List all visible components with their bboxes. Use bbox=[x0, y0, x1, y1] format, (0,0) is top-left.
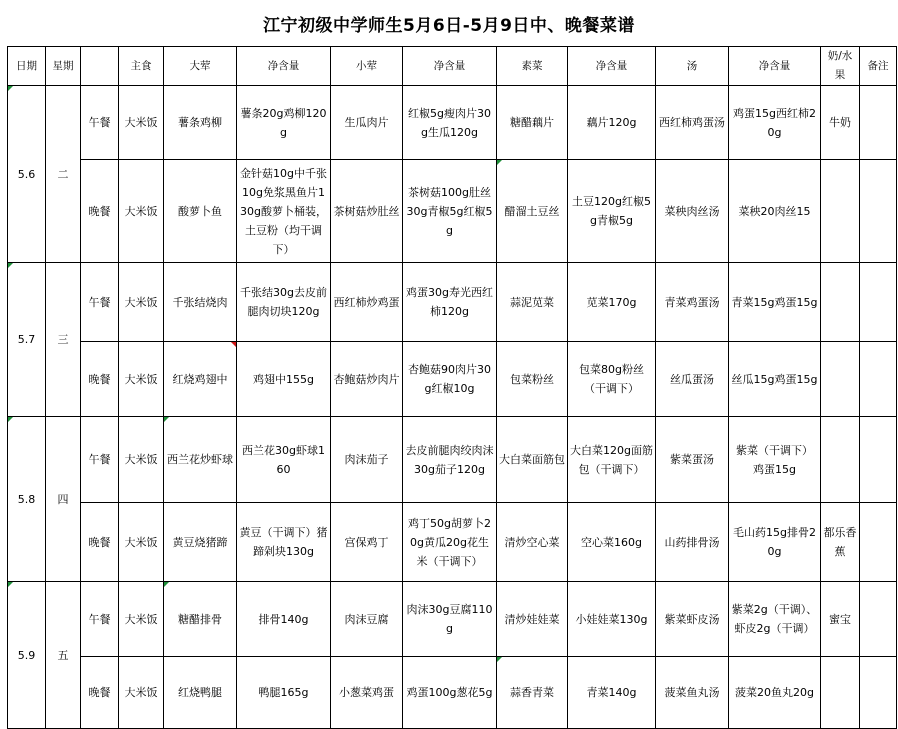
column-header: 大荤 bbox=[164, 47, 237, 86]
side-qty-cell: 鸡蛋30g寿光西红柿120g bbox=[403, 263, 497, 342]
note-cell bbox=[860, 86, 897, 160]
vegetable-cell: 清炒娃娃菜 bbox=[497, 582, 568, 657]
main-dish-cell: 黄豆烧猪蹄 bbox=[164, 503, 237, 582]
weekday-cell: 五 bbox=[46, 582, 81, 729]
meal-cell: 午餐 bbox=[81, 263, 119, 342]
weekday-cell: 二 bbox=[46, 86, 81, 263]
main-qty-cell: 西兰花30g虾球160 bbox=[237, 417, 331, 503]
staple-cell: 大米饭 bbox=[119, 503, 164, 582]
main-dish-cell: 千张结烧肉 bbox=[164, 263, 237, 342]
table-row bbox=[8, 582, 897, 657]
soup-qty-cell: 菠菜20鱼丸20g bbox=[729, 657, 821, 729]
side-qty-cell: 去皮前腿肉绞肉沫30g茄子120g bbox=[403, 417, 497, 503]
column-header: 日期 bbox=[8, 47, 46, 86]
side-dish-cell: 小葱菜鸡蛋 bbox=[331, 657, 403, 729]
soup-qty-cell: 丝瓜15g鸡蛋15g bbox=[729, 342, 821, 417]
meal-cell: 晚餐 bbox=[81, 503, 119, 582]
column-header: 小荤 bbox=[331, 47, 403, 86]
note-cell bbox=[860, 342, 897, 417]
column-header bbox=[81, 47, 119, 86]
meal-cell: 午餐 bbox=[81, 417, 119, 503]
milk-fruit-cell bbox=[821, 342, 860, 417]
table-row bbox=[8, 342, 897, 417]
side-dish-cell: 杏鲍菇炒肉片 bbox=[331, 342, 403, 417]
note-cell bbox=[860, 657, 897, 729]
table-row bbox=[8, 417, 897, 503]
column-header: 奶/水果 bbox=[821, 47, 860, 86]
column-header: 星期 bbox=[46, 47, 81, 86]
vegetable-cell: 清炒空心菜 bbox=[497, 503, 568, 582]
main-dish-cell: 糖醋排骨 bbox=[164, 582, 237, 657]
note-cell bbox=[860, 503, 897, 582]
main-qty-cell: 鸡翅中155g bbox=[237, 342, 331, 417]
side-dish-cell: 肉沫茄子 bbox=[331, 417, 403, 503]
table-row bbox=[8, 657, 897, 729]
milk-fruit-cell bbox=[821, 417, 860, 503]
vegetable-qty-cell: 青菜140g bbox=[568, 657, 656, 729]
main-qty-cell: 黄豆（干调下）猪蹄剁块130g bbox=[237, 503, 331, 582]
side-dish-cell: 宫保鸡丁 bbox=[331, 503, 403, 582]
soup-cell: 丝瓜蛋汤 bbox=[656, 342, 729, 417]
main-qty-cell: 千张结30g去皮前腿肉切块120g bbox=[237, 263, 331, 342]
soup-qty-cell: 毛山药15g排骨20g bbox=[729, 503, 821, 582]
table-row bbox=[8, 263, 897, 342]
column-header: 净含量 bbox=[237, 47, 331, 86]
side-dish-cell: 西红柿炒鸡蛋 bbox=[331, 263, 403, 342]
column-header: 备注 bbox=[860, 47, 897, 86]
vegetable-cell: 包菜粉丝 bbox=[497, 342, 568, 417]
meal-cell: 午餐 bbox=[81, 86, 119, 160]
note-cell bbox=[860, 582, 897, 657]
soup-qty-cell: 紫菜（干调下）鸡蛋15g bbox=[729, 417, 821, 503]
staple-cell: 大米饭 bbox=[119, 582, 164, 657]
side-qty-cell: 鸡丁50g胡萝卜20g黄瓜20g花生米（干调下） bbox=[403, 503, 497, 582]
table-row bbox=[8, 160, 897, 263]
main-dish-cell: 薯条鸡柳 bbox=[164, 86, 237, 160]
table-row bbox=[8, 503, 897, 582]
soup-cell: 紫菜虾皮汤 bbox=[656, 582, 729, 657]
column-header: 净含量 bbox=[403, 47, 497, 86]
side-qty-cell: 杏鲍菇90肉片30g红椒10g bbox=[403, 342, 497, 417]
main-qty-cell: 排骨140g bbox=[237, 582, 331, 657]
header-row bbox=[8, 47, 897, 86]
meal-cell: 晚餐 bbox=[81, 160, 119, 263]
vegetable-qty-cell: 藕片120g bbox=[568, 86, 656, 160]
column-header: 素菜 bbox=[497, 47, 568, 86]
side-qty-cell: 鸡蛋100g葱花5g bbox=[403, 657, 497, 729]
column-header: 净含量 bbox=[729, 47, 821, 86]
date-cell: 5.7 bbox=[8, 263, 46, 417]
soup-qty-cell: 紫菜2g（干调）、虾皮2g（干调） bbox=[729, 582, 821, 657]
main-qty-cell: 金针菇10g中千张10g免浆黑鱼片130g酸萝卜桶装，土豆粉（均干调下） bbox=[237, 160, 331, 263]
vegetable-qty-cell: 包菜80g粉丝（干调下） bbox=[568, 342, 656, 417]
meal-cell: 午餐 bbox=[81, 582, 119, 657]
soup-cell: 西红柿鸡蛋汤 bbox=[656, 86, 729, 160]
column-header: 汤 bbox=[656, 47, 729, 86]
note-cell bbox=[860, 263, 897, 342]
meal-cell: 晚餐 bbox=[81, 657, 119, 729]
side-qty-cell: 红椒5g瘦肉片30g生瓜120g bbox=[403, 86, 497, 160]
staple-cell: 大米饭 bbox=[119, 657, 164, 729]
main-dish-cell: 酸萝卜鱼 bbox=[164, 160, 237, 263]
milk-fruit-cell bbox=[821, 657, 860, 729]
meal-cell: 晚餐 bbox=[81, 342, 119, 417]
staple-cell: 大米饭 bbox=[119, 417, 164, 503]
vegetable-cell: 大白菜面筋包 bbox=[497, 417, 568, 503]
vegetable-qty-cell: 空心菜160g bbox=[568, 503, 656, 582]
column-header: 净含量 bbox=[568, 47, 656, 86]
main-dish-cell: 红烧鸡翅中 bbox=[164, 342, 237, 417]
main-dish-cell: 红烧鸭腿 bbox=[164, 657, 237, 729]
soup-cell: 山药排骨汤 bbox=[656, 503, 729, 582]
main-qty-cell: 薯条20g鸡柳120g bbox=[237, 86, 331, 160]
soup-qty-cell: 鸡蛋15g西红柿20g bbox=[729, 86, 821, 160]
page-title: 江宁初级中学师生5月6日-5月9日中、晚餐菜谱 bbox=[263, 15, 635, 36]
staple-cell: 大米饭 bbox=[119, 342, 164, 417]
note-cell bbox=[860, 160, 897, 263]
vegetable-qty-cell: 大白菜120g面筋包（干调下） bbox=[568, 417, 656, 503]
weekday-cell: 三 bbox=[46, 263, 81, 417]
milk-fruit-cell bbox=[821, 263, 860, 342]
milk-fruit-cell: 都乐香蕉 bbox=[821, 503, 860, 582]
soup-cell: 青菜鸡蛋汤 bbox=[656, 263, 729, 342]
main-qty-cell: 鸭腿165g bbox=[237, 657, 331, 729]
weekday-cell: 四 bbox=[46, 417, 81, 582]
vegetable-cell: 蒜香青菜 bbox=[497, 657, 568, 729]
main-dish-cell: 西兰花炒虾球 bbox=[164, 417, 237, 503]
vegetable-qty-cell: 苋菜170g bbox=[568, 263, 656, 342]
milk-fruit-cell: 牛奶 bbox=[821, 86, 860, 160]
date-cell: 5.9 bbox=[8, 582, 46, 729]
side-dish-cell: 生瓜肉片 bbox=[331, 86, 403, 160]
side-dish-cell: 肉沫豆腐 bbox=[331, 582, 403, 657]
side-dish-cell: 茶树菇炒肚丝 bbox=[331, 160, 403, 263]
vegetable-cell: 蒜泥苋菜 bbox=[497, 263, 568, 342]
side-qty-cell: 茶树菇100g肚丝30g青椒5g红椒5g bbox=[403, 160, 497, 263]
date-cell: 5.8 bbox=[8, 417, 46, 582]
side-qty-cell: 肉沫30g豆腐110g bbox=[403, 582, 497, 657]
column-header: 主食 bbox=[119, 47, 164, 86]
staple-cell: 大米饭 bbox=[119, 86, 164, 160]
vegetable-cell: 糖醋藕片 bbox=[497, 86, 568, 160]
vegetable-qty-cell: 土豆120g红椒5g青椒5g bbox=[568, 160, 656, 263]
staple-cell: 大米饭 bbox=[119, 263, 164, 342]
soup-cell: 菠菜鱼丸汤 bbox=[656, 657, 729, 729]
soup-cell: 紫菜蛋汤 bbox=[656, 417, 729, 503]
table-row bbox=[8, 86, 897, 160]
note-cell bbox=[860, 417, 897, 503]
milk-fruit-cell bbox=[821, 160, 860, 263]
soup-qty-cell: 菜秧20肉丝15 bbox=[729, 160, 821, 263]
vegetable-cell: 醋溜土豆丝 bbox=[497, 160, 568, 263]
milk-fruit-cell: 蜜宝 bbox=[821, 582, 860, 657]
vegetable-qty-cell: 小娃娃菜130g bbox=[568, 582, 656, 657]
staple-cell: 大米饭 bbox=[119, 160, 164, 263]
soup-cell: 菜秧肉丝汤 bbox=[656, 160, 729, 263]
date-cell: 5.6 bbox=[8, 86, 46, 263]
menu-table bbox=[7, 46, 897, 729]
soup-qty-cell: 青菜15g鸡蛋15g bbox=[729, 263, 821, 342]
